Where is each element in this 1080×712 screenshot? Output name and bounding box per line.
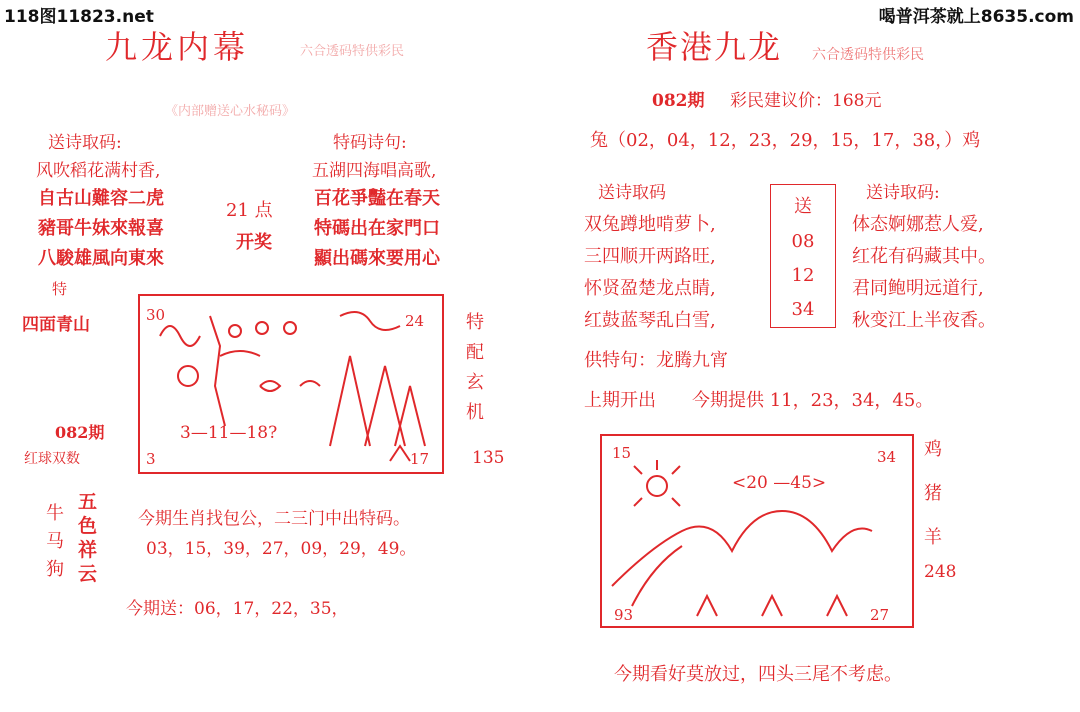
right-pic-bottom-right: 27 (870, 606, 890, 624)
wuse-3: 祥 (78, 539, 98, 561)
left-site-label: 118图11823.net (4, 7, 154, 27)
left-tema-line-2: 百花爭豔在春天 (314, 188, 440, 209)
right-footer: 今期看好莫放过，四头三尾不考虑。 (614, 664, 902, 685)
left-pic-bottom-left: 3 (146, 450, 156, 468)
right-sketch (602, 436, 912, 626)
send-box-num-1: 08 (791, 230, 815, 252)
red-green-label: 红球双数 (24, 451, 80, 467)
left-poem-line-3: 豬哥牛妹來報喜 (38, 218, 164, 239)
zodiac-animals (46, 500, 64, 584)
right-poem-heading-left: 送诗取码 (598, 183, 666, 203)
wuse-2: 色 (78, 515, 98, 537)
left-line-1: 今期生肖找包公，二三门中出特码。 (138, 509, 410, 529)
left-tema-line-4: 顯出碼來要用心 (314, 248, 440, 269)
right-side-char-3: 羊 (924, 527, 942, 548)
right-title: 香港九龙 (646, 28, 783, 66)
left-pic-bottom-right: 17 (410, 450, 430, 468)
right-poem-left-3: 怀贤盈楚龙点睛, (584, 278, 716, 299)
right-issue: 082期 (652, 91, 705, 111)
right-side-char-2: 猪 (924, 483, 942, 504)
left-side-char-3: 玄 (466, 372, 484, 393)
left-side-char-1: 特 (466, 312, 484, 333)
right-pic-top-right: 34 (877, 448, 897, 466)
zodiac-3: 狗 (46, 559, 64, 580)
left-side-char-2: 配 (466, 342, 484, 363)
wuse-1: 五 (78, 491, 98, 513)
right-side-char-1: 鸡 (924, 439, 942, 460)
left-subtitle: 六合透码特供彩民 (300, 44, 405, 59)
send-box (770, 184, 836, 328)
right-subtitle: 六合透码特供彩民 (812, 47, 924, 63)
right-poem-right-3: 君同鲍明远道行, (852, 278, 984, 299)
prev-line: 上期开出 今期提供 11，23，34，45。 (584, 390, 934, 411)
left-pic-top-left: 30 (146, 306, 166, 324)
left-poem-line-1: 风吹稻花满村香, (36, 161, 161, 181)
draw-label: 开奖 (236, 232, 272, 253)
right-site-label: 喝普洱茶就上8635.com (878, 7, 1074, 27)
right-picture-box (600, 434, 914, 628)
send-box-num-3: 34 (791, 299, 815, 321)
send-box-title: 送 (794, 195, 812, 217)
right-poem-left-1: 双兔蹲地啃萝卜, (584, 214, 716, 235)
left-issue: 082期 (55, 423, 105, 442)
right-poem-right-2: 红花有码藏其中。 (852, 246, 996, 267)
left-line-2: 03，15，39，27，09，29，49。 (146, 539, 417, 559)
special-line: 供特句：龙腾九宵 (584, 350, 728, 371)
small-mark: 特 (52, 280, 68, 298)
right-pic-formula: <20 —45> (732, 473, 827, 493)
right-price: 彩民建议价：168元 (730, 91, 882, 111)
left-tema-line-1: 五湖四海唱高歌, (312, 161, 437, 181)
left-picture-box (138, 294, 444, 474)
right-poem-left-4: 红鼓蓝琴乱白雪, (584, 310, 716, 331)
zodiac-1: 牛 (46, 503, 64, 524)
right-poem-left-2: 三四顺开两路旺, (584, 246, 716, 267)
left-send-line: 今期送：06，17，22，35， (126, 599, 349, 619)
rabbit-line: 兔（02，04，12，23，29，15，17，38，）鸡 (590, 130, 981, 151)
left-tema-line-3: 特碼出在家門口 (314, 218, 440, 239)
right-poem-right-1: 体态婀娜惹人爱, (852, 214, 984, 235)
right-side-vertical (924, 428, 942, 560)
left-poem-line-2: 自古山難容二虎 (38, 188, 164, 209)
left-side-number: 135 (472, 448, 505, 468)
left-side-char-4: 机 (466, 402, 484, 423)
right-side-number: 248 (924, 562, 957, 582)
right-poem-heading-right: 送诗取码: (866, 183, 940, 203)
draw-time: 21 点 (226, 200, 273, 221)
left-subtitle-2: 《内部赠送心水秘码》 (165, 104, 296, 119)
right-pic-top-left: 15 (612, 444, 632, 462)
left-pic-formula: 3—11—18? (180, 423, 278, 443)
left-tema-heading: 特码诗句: (333, 133, 407, 153)
left-poem-heading: 送诗取码: (48, 133, 122, 153)
wuse-vertical (78, 490, 97, 586)
zodiac-2: 马 (46, 531, 64, 552)
wuse-4: 云 (78, 563, 98, 585)
left-title: 九龙内幕 (105, 28, 250, 66)
left-poem-line-4: 八駿雄風向東來 (38, 248, 164, 269)
right-pic-bottom-left: 93 (614, 606, 634, 624)
left-sketch (140, 296, 442, 472)
send-box-num-2: 12 (791, 265, 815, 287)
right-poem-right-4: 秋变江上半夜香。 (852, 310, 996, 331)
four-sides-label: 四面青山 (22, 315, 90, 335)
left-side-vertical (466, 308, 484, 428)
left-pic-top-right: 24 (405, 312, 425, 330)
